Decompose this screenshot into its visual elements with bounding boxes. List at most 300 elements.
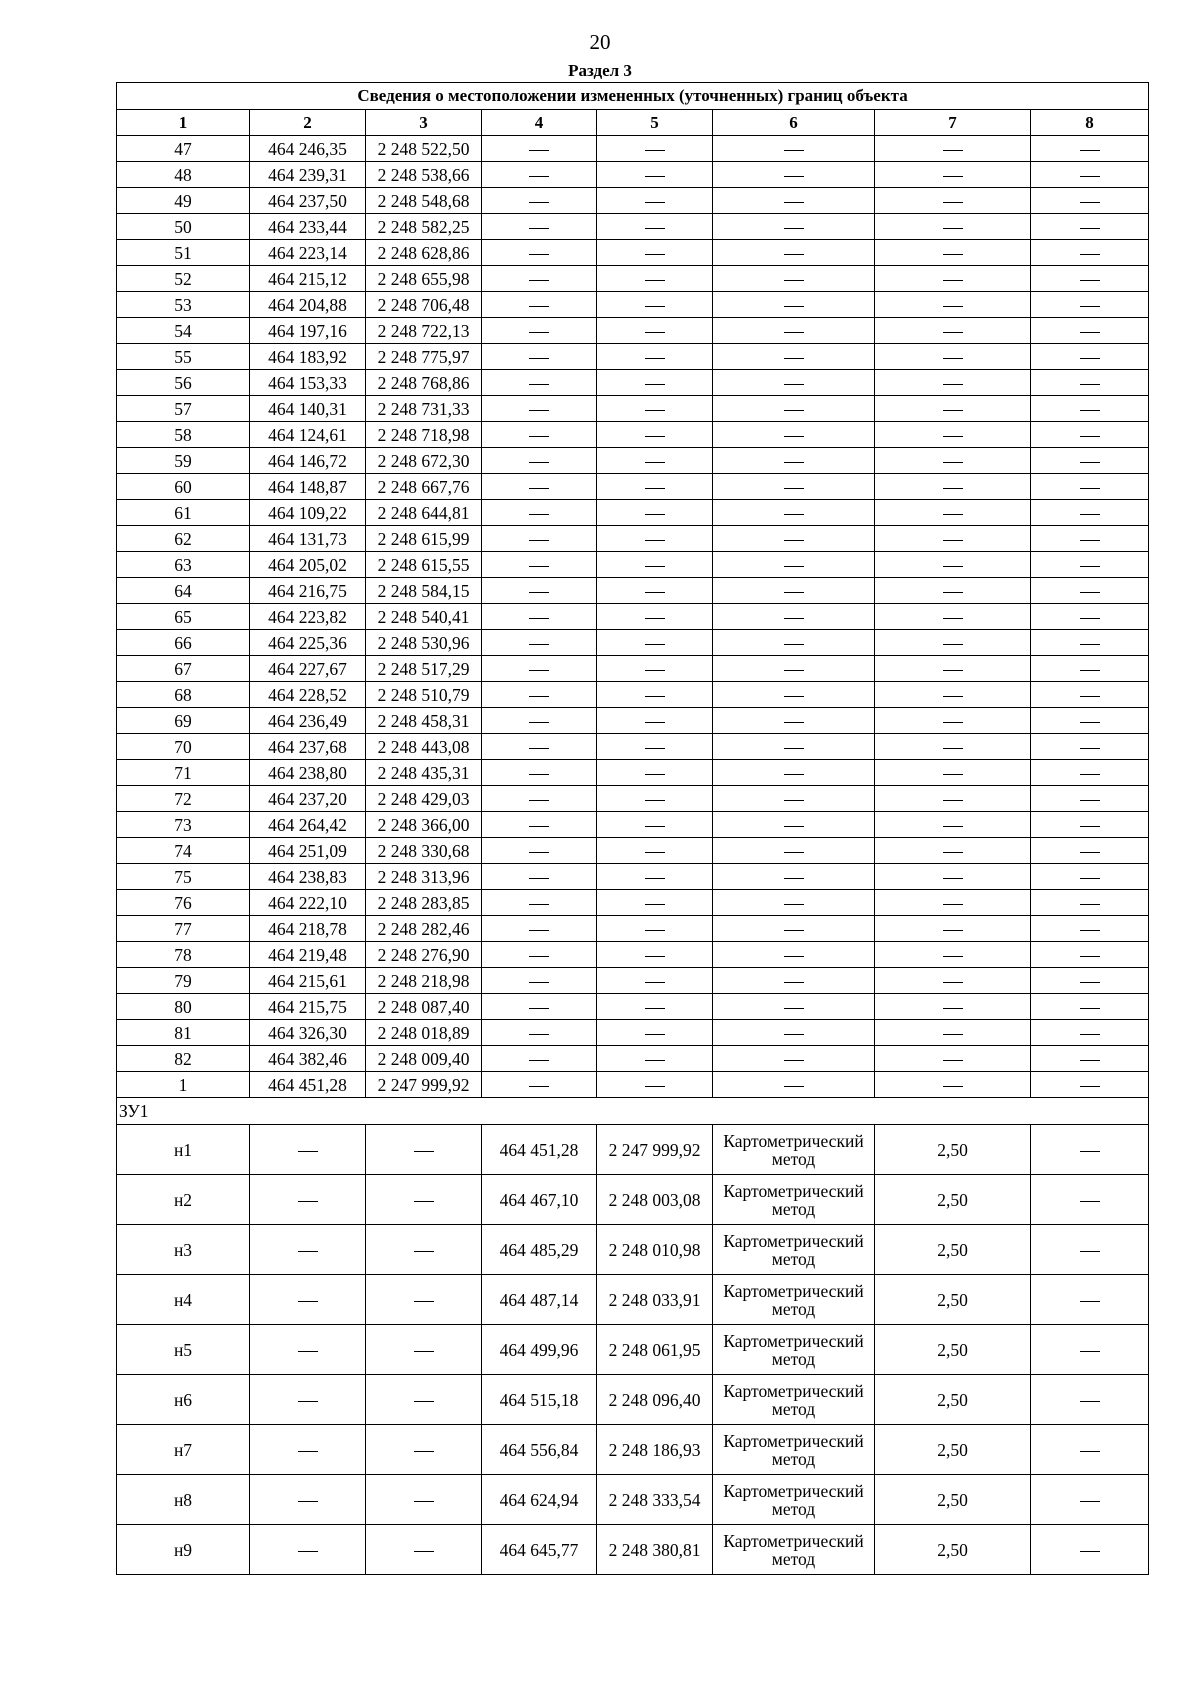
empty-value-dash bbox=[597, 1072, 713, 1098]
empty-value-dash bbox=[1031, 162, 1149, 188]
table-cell: 464 131,73 bbox=[250, 526, 366, 552]
table-caption: Сведения о местоположении измененных (уточненных) границ объекта bbox=[117, 83, 1149, 110]
empty-value-dash bbox=[713, 708, 875, 734]
dash-mark bbox=[645, 1008, 665, 1009]
table-cell: 464 215,75 bbox=[250, 994, 366, 1020]
empty-value-dash bbox=[1031, 240, 1149, 266]
table-cell: 2 248 458,31 bbox=[366, 708, 482, 734]
empty-value-dash bbox=[1031, 708, 1149, 734]
dash-mark bbox=[943, 488, 963, 489]
table-cell: 464 197,16 bbox=[250, 318, 366, 344]
dash-mark bbox=[645, 384, 665, 385]
table-cell: 76 bbox=[117, 890, 250, 916]
empty-value-dash bbox=[713, 500, 875, 526]
empty-value-dash bbox=[250, 1375, 366, 1425]
dash-mark bbox=[943, 904, 963, 905]
dash-mark bbox=[943, 1008, 963, 1009]
empty-value-dash bbox=[713, 292, 875, 318]
boundaries-table bbox=[116, 82, 1149, 1575]
empty-value-dash bbox=[875, 370, 1031, 396]
dash-mark bbox=[1080, 1251, 1100, 1252]
table-cell: 63 bbox=[117, 552, 250, 578]
empty-value-dash bbox=[875, 578, 1031, 604]
dash-mark bbox=[529, 670, 549, 671]
empty-value-dash bbox=[1031, 1072, 1149, 1098]
empty-value-dash bbox=[482, 214, 597, 240]
dash-mark bbox=[645, 748, 665, 749]
empty-value-dash bbox=[482, 552, 597, 578]
dash-mark bbox=[298, 1401, 318, 1402]
empty-value-dash bbox=[482, 266, 597, 292]
dash-mark bbox=[298, 1501, 318, 1502]
dash-mark bbox=[943, 800, 963, 801]
empty-value-dash bbox=[1031, 422, 1149, 448]
column-header: 8 bbox=[1031, 110, 1149, 136]
empty-value-dash bbox=[482, 734, 597, 760]
table-cell: н1 bbox=[117, 1125, 250, 1175]
table-cell: 2 248 731,33 bbox=[366, 396, 482, 422]
table-cell: 2 248 010,98 bbox=[597, 1225, 713, 1275]
dash-mark bbox=[645, 566, 665, 567]
dash-mark bbox=[784, 358, 804, 359]
table-cell: 2 248 282,46 bbox=[366, 916, 482, 942]
table-body bbox=[117, 83, 1149, 1575]
empty-value-dash bbox=[713, 370, 875, 396]
table-cell: 49 bbox=[117, 188, 250, 214]
empty-value-dash bbox=[482, 682, 597, 708]
dash-mark bbox=[1080, 1401, 1100, 1402]
dash-mark bbox=[414, 1151, 434, 1152]
column-header: 6 bbox=[713, 110, 875, 136]
dash-mark bbox=[298, 1201, 318, 1202]
dash-mark bbox=[1080, 878, 1100, 879]
dash-mark bbox=[645, 722, 665, 723]
dash-mark bbox=[784, 930, 804, 931]
table-cell: 60 bbox=[117, 474, 250, 500]
table-cell: 464 237,50 bbox=[250, 188, 366, 214]
table-cell: 68 bbox=[117, 682, 250, 708]
table-row bbox=[117, 162, 1149, 188]
empty-value-dash bbox=[875, 812, 1031, 838]
dash-mark bbox=[1080, 1351, 1100, 1352]
empty-value-dash bbox=[1031, 1020, 1149, 1046]
empty-value-dash bbox=[597, 578, 713, 604]
dash-mark bbox=[943, 644, 963, 645]
column-header-row bbox=[117, 110, 1149, 136]
dash-mark bbox=[529, 462, 549, 463]
table-cell: 2 248 538,66 bbox=[366, 162, 482, 188]
dash-mark bbox=[529, 410, 549, 411]
empty-value-dash bbox=[597, 448, 713, 474]
table-cell: 2,50 bbox=[875, 1425, 1031, 1475]
empty-value-dash bbox=[713, 214, 875, 240]
table-cell: 2,50 bbox=[875, 1475, 1031, 1525]
table-cell: 464 227,67 bbox=[250, 656, 366, 682]
empty-value-dash bbox=[250, 1175, 366, 1225]
empty-value-dash bbox=[713, 578, 875, 604]
empty-value-dash bbox=[482, 500, 597, 526]
dash-mark bbox=[943, 202, 963, 203]
table-cell: н9 bbox=[117, 1525, 250, 1575]
dash-mark bbox=[1080, 358, 1100, 359]
dash-mark bbox=[645, 280, 665, 281]
table-cell: 2 248 313,96 bbox=[366, 864, 482, 890]
table-cell: 2 248 330,68 bbox=[366, 838, 482, 864]
dash-mark bbox=[529, 774, 549, 775]
empty-value-dash bbox=[482, 916, 597, 942]
table-cell: 464 218,78 bbox=[250, 916, 366, 942]
table-cell: 2,50 bbox=[875, 1325, 1031, 1375]
empty-value-dash bbox=[1031, 266, 1149, 292]
empty-value-dash bbox=[875, 968, 1031, 994]
table-cell: 464 215,61 bbox=[250, 968, 366, 994]
empty-value-dash bbox=[597, 500, 713, 526]
table-cell: Картометрический метод bbox=[713, 1475, 875, 1525]
dash-mark bbox=[414, 1401, 434, 1402]
table-row bbox=[117, 292, 1149, 318]
table-row bbox=[117, 266, 1149, 292]
dash-mark bbox=[943, 696, 963, 697]
empty-value-dash bbox=[482, 578, 597, 604]
dash-mark bbox=[645, 878, 665, 879]
table-row bbox=[117, 786, 1149, 812]
empty-value-dash bbox=[482, 604, 597, 630]
empty-value-dash bbox=[597, 422, 713, 448]
empty-value-dash bbox=[875, 1046, 1031, 1072]
dash-mark bbox=[529, 540, 549, 541]
table-cell: Картометрический метод bbox=[713, 1225, 875, 1275]
table-cell: 2 248 530,96 bbox=[366, 630, 482, 656]
table-row bbox=[117, 682, 1149, 708]
empty-value-dash bbox=[875, 916, 1031, 942]
table-cell: 2 248 628,86 bbox=[366, 240, 482, 266]
page-number: 20 bbox=[589, 30, 611, 54]
empty-value-dash bbox=[713, 136, 875, 162]
empty-value-dash bbox=[875, 448, 1031, 474]
empty-value-dash bbox=[1031, 136, 1149, 162]
dash-mark bbox=[1080, 1551, 1100, 1552]
table-row bbox=[117, 1425, 1149, 1475]
empty-value-dash bbox=[597, 344, 713, 370]
empty-value-dash bbox=[482, 162, 597, 188]
dash-mark bbox=[784, 982, 804, 983]
dash-mark bbox=[529, 592, 549, 593]
table-cell: 464 237,20 bbox=[250, 786, 366, 812]
table-row bbox=[117, 760, 1149, 786]
empty-value-dash bbox=[597, 864, 713, 890]
dash-mark bbox=[784, 436, 804, 437]
dash-mark bbox=[1080, 696, 1100, 697]
table-cell: 47 bbox=[117, 136, 250, 162]
dash-mark bbox=[529, 436, 549, 437]
table-cell: 464 237,68 bbox=[250, 734, 366, 760]
table-row bbox=[117, 942, 1149, 968]
empty-value-dash bbox=[713, 1072, 875, 1098]
table-cell: 67 bbox=[117, 656, 250, 682]
empty-value-dash bbox=[1031, 1375, 1149, 1425]
dash-mark bbox=[529, 202, 549, 203]
table-cell: 55 bbox=[117, 344, 250, 370]
dash-mark bbox=[1080, 1060, 1100, 1061]
empty-value-dash bbox=[1031, 578, 1149, 604]
empty-value-dash bbox=[875, 266, 1031, 292]
dash-mark bbox=[943, 982, 963, 983]
dash-mark bbox=[943, 514, 963, 515]
empty-value-dash bbox=[597, 994, 713, 1020]
empty-value-dash bbox=[875, 136, 1031, 162]
dash-mark bbox=[784, 1086, 804, 1087]
dash-mark bbox=[1080, 670, 1100, 671]
table-cell: 2,50 bbox=[875, 1175, 1031, 1225]
dash-mark bbox=[784, 826, 804, 827]
empty-value-dash bbox=[875, 344, 1031, 370]
empty-value-dash bbox=[482, 344, 597, 370]
empty-value-dash bbox=[875, 734, 1031, 760]
empty-value-dash bbox=[1031, 682, 1149, 708]
table-cell: 72 bbox=[117, 786, 250, 812]
empty-value-dash bbox=[1031, 396, 1149, 422]
table-row bbox=[117, 396, 1149, 422]
table-cell: Картометрический метод bbox=[713, 1425, 875, 1475]
dash-mark bbox=[298, 1251, 318, 1252]
dash-mark bbox=[784, 332, 804, 333]
dash-mark bbox=[943, 410, 963, 411]
table-row bbox=[117, 1525, 1149, 1575]
dash-mark bbox=[529, 748, 549, 749]
table-cell: 464 239,31 bbox=[250, 162, 366, 188]
dash-mark bbox=[1080, 306, 1100, 307]
empty-value-dash bbox=[713, 526, 875, 552]
table-cell: 2 248 584,15 bbox=[366, 578, 482, 604]
empty-value-dash bbox=[1031, 214, 1149, 240]
empty-value-dash bbox=[250, 1225, 366, 1275]
dash-mark bbox=[1080, 410, 1100, 411]
table-cell: 58 bbox=[117, 422, 250, 448]
table-cell: 464 148,87 bbox=[250, 474, 366, 500]
empty-value-dash bbox=[597, 916, 713, 942]
table-cell: н8 bbox=[117, 1475, 250, 1525]
empty-value-dash bbox=[250, 1425, 366, 1475]
empty-value-dash bbox=[597, 734, 713, 760]
table-row bbox=[117, 500, 1149, 526]
table-cell: Картометрический метод bbox=[713, 1175, 875, 1225]
table-row bbox=[117, 474, 1149, 500]
table-cell: 464 485,29 bbox=[482, 1225, 597, 1275]
empty-value-dash bbox=[1031, 1325, 1149, 1375]
dash-mark bbox=[1080, 514, 1100, 515]
dash-mark bbox=[645, 800, 665, 801]
dash-mark bbox=[645, 618, 665, 619]
table-row bbox=[117, 1375, 1149, 1425]
table-cell: 61 bbox=[117, 500, 250, 526]
table-row bbox=[117, 734, 1149, 760]
table-cell: 2 248 644,81 bbox=[366, 500, 482, 526]
dash-mark bbox=[943, 332, 963, 333]
dash-mark bbox=[943, 540, 963, 541]
dash-mark bbox=[529, 1086, 549, 1087]
dash-mark bbox=[414, 1551, 434, 1552]
table-row bbox=[117, 604, 1149, 630]
empty-value-dash bbox=[713, 838, 875, 864]
dash-mark bbox=[1080, 228, 1100, 229]
table-cell: 464 238,80 bbox=[250, 760, 366, 786]
empty-value-dash bbox=[597, 760, 713, 786]
table-row bbox=[117, 578, 1149, 604]
empty-value-dash bbox=[597, 968, 713, 994]
dash-mark bbox=[1080, 1008, 1100, 1009]
empty-value-dash bbox=[250, 1475, 366, 1525]
dash-mark bbox=[943, 930, 963, 931]
empty-value-dash bbox=[597, 1020, 713, 1046]
empty-value-dash bbox=[366, 1275, 482, 1325]
empty-value-dash bbox=[713, 188, 875, 214]
table-caption-row bbox=[117, 83, 1149, 110]
table-cell: 74 bbox=[117, 838, 250, 864]
table-row bbox=[117, 864, 1149, 890]
table-cell: 464 109,22 bbox=[250, 500, 366, 526]
empty-value-dash bbox=[713, 318, 875, 344]
dash-mark bbox=[1080, 930, 1100, 931]
table-cell: 464 451,28 bbox=[482, 1125, 597, 1175]
table-cell: 80 bbox=[117, 994, 250, 1020]
empty-value-dash bbox=[482, 994, 597, 1020]
empty-value-dash bbox=[482, 968, 597, 994]
table-cell: 464 215,12 bbox=[250, 266, 366, 292]
dash-mark bbox=[529, 1034, 549, 1035]
dash-mark bbox=[1080, 826, 1100, 827]
group-label: ЗУ1 bbox=[117, 1098, 1149, 1125]
empty-value-dash bbox=[366, 1375, 482, 1425]
dash-mark bbox=[784, 202, 804, 203]
column-header: 7 bbox=[875, 110, 1031, 136]
empty-value-dash bbox=[875, 188, 1031, 214]
dash-mark bbox=[645, 228, 665, 229]
dash-mark bbox=[943, 878, 963, 879]
column-header: 3 bbox=[366, 110, 482, 136]
table-cell: 464 326,30 bbox=[250, 1020, 366, 1046]
empty-value-dash bbox=[1031, 1125, 1149, 1175]
empty-value-dash bbox=[713, 968, 875, 994]
dash-mark bbox=[1080, 462, 1100, 463]
empty-value-dash bbox=[597, 630, 713, 656]
table-cell: 71 bbox=[117, 760, 250, 786]
empty-value-dash bbox=[482, 760, 597, 786]
dash-mark bbox=[529, 228, 549, 229]
table-cell: н2 bbox=[117, 1175, 250, 1225]
empty-value-dash bbox=[250, 1525, 366, 1575]
empty-value-dash bbox=[482, 526, 597, 552]
dash-mark bbox=[529, 150, 549, 151]
table-row bbox=[117, 1125, 1149, 1175]
table-cell: Картометрический метод bbox=[713, 1325, 875, 1375]
empty-value-dash bbox=[597, 370, 713, 396]
empty-value-dash bbox=[366, 1125, 482, 1175]
table-row bbox=[117, 890, 1149, 916]
dash-mark bbox=[645, 1060, 665, 1061]
empty-value-dash bbox=[1031, 994, 1149, 1020]
empty-value-dash bbox=[875, 942, 1031, 968]
dash-mark bbox=[645, 670, 665, 671]
table-cell: 464 146,72 bbox=[250, 448, 366, 474]
empty-value-dash bbox=[597, 812, 713, 838]
dash-mark bbox=[784, 410, 804, 411]
dash-mark bbox=[784, 670, 804, 671]
dash-mark bbox=[298, 1151, 318, 1152]
table-row bbox=[117, 448, 1149, 474]
dash-mark bbox=[784, 384, 804, 385]
table-row bbox=[117, 1275, 1149, 1325]
empty-value-dash bbox=[875, 760, 1031, 786]
table-row bbox=[117, 552, 1149, 578]
table-cell: 464 153,33 bbox=[250, 370, 366, 396]
table-cell: 2 248 655,98 bbox=[366, 266, 482, 292]
table-cell: 464 382,46 bbox=[250, 1046, 366, 1072]
table-cell: 64 bbox=[117, 578, 250, 604]
table-cell: Картометрический метод bbox=[713, 1275, 875, 1325]
table-cell: 2,50 bbox=[875, 1125, 1031, 1175]
column-header: 5 bbox=[597, 110, 713, 136]
empty-value-dash bbox=[482, 292, 597, 318]
dash-mark bbox=[529, 306, 549, 307]
empty-value-dash bbox=[597, 136, 713, 162]
table-cell: 2 248 510,79 bbox=[366, 682, 482, 708]
dash-mark bbox=[1080, 592, 1100, 593]
dash-mark bbox=[529, 488, 549, 489]
dash-mark bbox=[943, 592, 963, 593]
dash-mark bbox=[784, 462, 804, 463]
empty-value-dash bbox=[482, 812, 597, 838]
dash-mark bbox=[784, 280, 804, 281]
empty-value-dash bbox=[482, 708, 597, 734]
dash-mark bbox=[645, 1086, 665, 1087]
table-cell: 464 451,28 bbox=[250, 1072, 366, 1098]
dash-mark bbox=[414, 1451, 434, 1452]
empty-value-dash bbox=[713, 734, 875, 760]
table-cell: 2 248 672,30 bbox=[366, 448, 482, 474]
dash-mark bbox=[645, 202, 665, 203]
table-cell: 2 248 429,03 bbox=[366, 786, 482, 812]
empty-value-dash bbox=[875, 162, 1031, 188]
table-cell: 51 bbox=[117, 240, 250, 266]
dash-mark bbox=[784, 566, 804, 567]
dash-mark bbox=[529, 176, 549, 177]
dash-mark bbox=[1080, 956, 1100, 957]
dash-mark bbox=[529, 644, 549, 645]
empty-value-dash bbox=[1031, 786, 1149, 812]
dash-mark bbox=[943, 722, 963, 723]
empty-value-dash bbox=[875, 552, 1031, 578]
dash-mark bbox=[298, 1351, 318, 1352]
empty-value-dash bbox=[597, 240, 713, 266]
table-cell: 2 248 582,25 bbox=[366, 214, 482, 240]
dash-mark bbox=[645, 774, 665, 775]
empty-value-dash bbox=[597, 266, 713, 292]
table-cell: 50 bbox=[117, 214, 250, 240]
empty-value-dash bbox=[875, 318, 1031, 344]
table-row bbox=[117, 994, 1149, 1020]
table-cell: 52 bbox=[117, 266, 250, 292]
empty-value-dash bbox=[597, 526, 713, 552]
dash-mark bbox=[1080, 150, 1100, 151]
table-cell: 464 624,94 bbox=[482, 1475, 597, 1525]
empty-value-dash bbox=[482, 396, 597, 422]
dash-mark bbox=[529, 1060, 549, 1061]
table-cell: 70 bbox=[117, 734, 250, 760]
empty-value-dash bbox=[875, 1020, 1031, 1046]
empty-value-dash bbox=[597, 214, 713, 240]
empty-value-dash bbox=[875, 292, 1031, 318]
dash-mark bbox=[529, 566, 549, 567]
